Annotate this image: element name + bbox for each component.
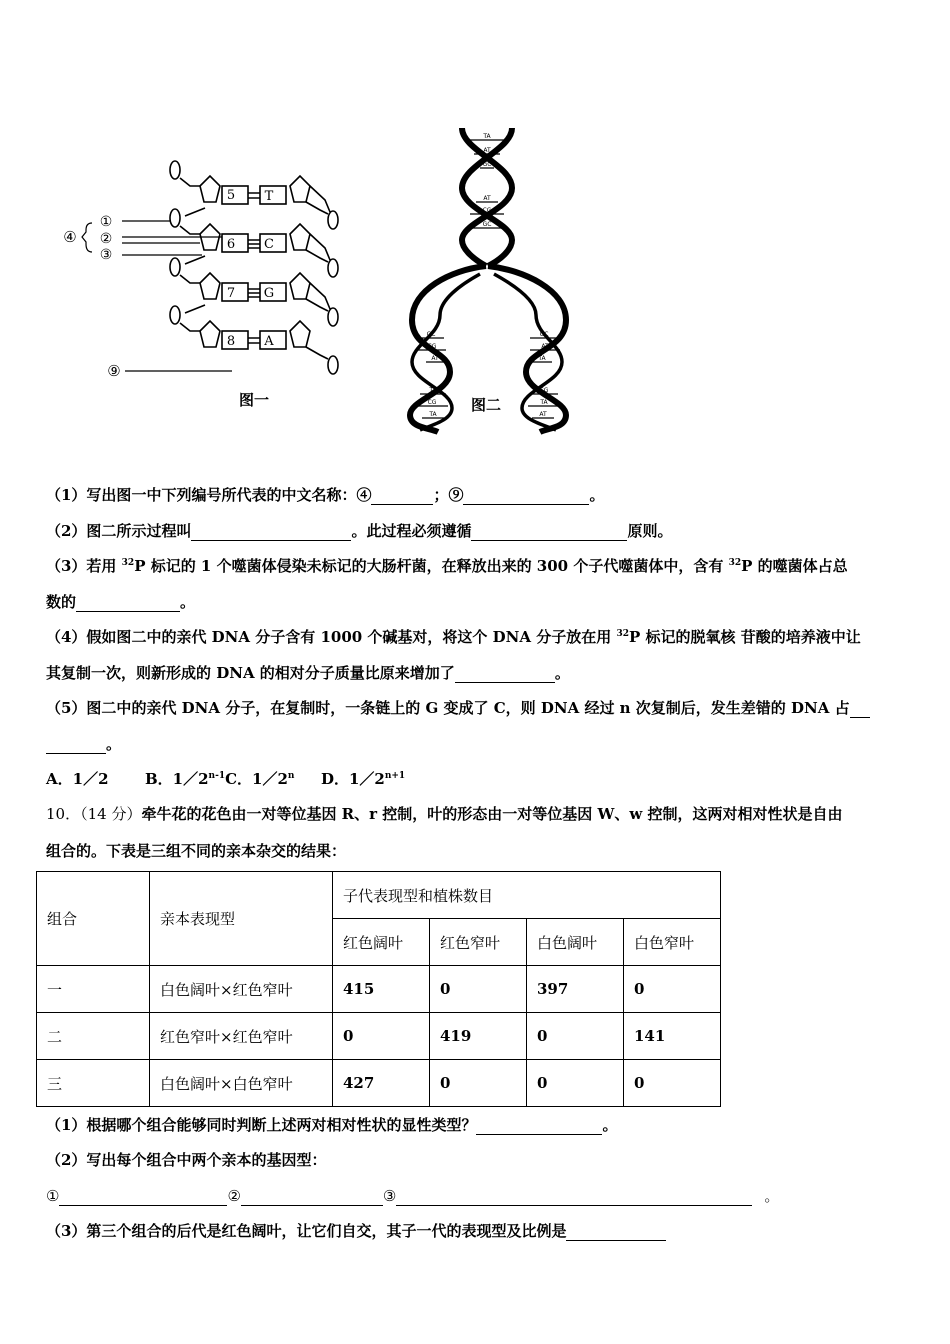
row-value: 419 <box>430 1013 527 1060</box>
row-parent: 白色阔叶×白色窄叶 <box>150 1060 333 1107</box>
fig2-pair-right-5: TA <box>540 399 548 406</box>
row-parent: 白色阔叶×红色窄叶 <box>150 966 333 1013</box>
row-group: 二 <box>37 1013 150 1060</box>
fig1-base-right-3: G <box>263 286 275 301</box>
fig2-pair-right-2: AT <box>541 343 549 350</box>
answer-mark-1: ① <box>46 1187 60 1205</box>
fig2-pair-left-6: TA <box>429 411 437 418</box>
fig2-pair-left-3: AT <box>431 355 439 362</box>
figures-area <box>0 110 950 450</box>
q9-p5-blank[interactable] <box>46 737 106 754</box>
fig1-label-9: ⑨ <box>107 362 121 380</box>
row-value: 397 <box>527 966 624 1013</box>
fig1-base-right-1: T <box>264 189 274 204</box>
dna-figures <box>0 110 950 450</box>
q10-score: （14 分） <box>80 805 142 823</box>
th-sub-white-narrow: 白色窄叶 <box>624 919 721 966</box>
option-d[interactable]: D．$1/2^{n+1}$ <box>320 770 406 788</box>
fig2-pair-top-6: GC <box>482 221 492 228</box>
figure-2-caption: 图二 <box>470 396 502 414</box>
q10-p2-blank-1[interactable] <box>59 1189 227 1206</box>
fig2-pair-right-4: CG <box>539 387 549 394</box>
q9-p4-blank[interactable] <box>455 666 555 683</box>
figure-1-caption: 图一 <box>238 391 270 409</box>
q9-p3-blank[interactable] <box>76 595 180 612</box>
q10-number: 10． <box>46 805 81 823</box>
q10-p3-blank[interactable] <box>566 1224 666 1241</box>
q10-intro: 10．（14 分）牵牛花的花色由一对等位基因 R、r 控制，叶的形态由一对等位基因 W、w 控制，这两对相对性状是自由 <box>46 805 843 823</box>
q9-p2-blank-principle[interactable] <box>471 524 627 541</box>
row-value: 0 <box>333 1013 430 1060</box>
fig2-pair-top-5: CG <box>482 207 492 214</box>
row-value: 0 <box>624 966 721 1013</box>
row-value: 0 <box>527 1060 624 1107</box>
row-group: 三 <box>37 1060 150 1107</box>
fig1-base-left-1: 5 <box>226 188 236 203</box>
figure-1-dna-structure <box>82 161 338 374</box>
q9-p5-blank-start[interactable] <box>850 701 870 718</box>
q9-part5: （5）图二中的亲代 DNA 分子，在复制时，一条链上的 G 变成了 C，则 DNA 经过 n 次复制后，发生差错的 DNA 占 <box>46 698 910 718</box>
row-parent: 红色窄叶×红色窄叶 <box>150 1013 333 1060</box>
fig1-base-left-4: 8 <box>226 334 236 349</box>
table-row <box>37 1013 721 1060</box>
fig2-pair-left-5: CG <box>427 399 437 406</box>
row-value: 0 <box>430 966 527 1013</box>
fig2-pair-left-2: CG <box>427 343 437 350</box>
row-value: 0 <box>430 1060 527 1107</box>
q9-part1: （1）写出图一中下列编号所代表的中文名称：④ ；⑨ 。 <box>46 486 605 504</box>
row-value: 0 <box>624 1060 721 1107</box>
fig2-pair-top-2: AT <box>483 147 491 154</box>
fig2-pair-right-1: GC <box>539 331 549 338</box>
q9-part4-cont: 其复制一次，则新形成的 DNA 的相对分子质量比原来增加了 。 <box>46 664 570 682</box>
th-group: 组合 <box>37 872 150 966</box>
option-b[interactable]: B．1／2$^{n-1}$ <box>144 770 226 788</box>
fig1-label-1: ① <box>99 214 113 230</box>
q9-p1-blank-9[interactable] <box>463 488 589 505</box>
row-group: 一 <box>37 966 150 1013</box>
q10-part2-answers: ① ② ③ 。 <box>46 1187 780 1205</box>
fig2-pair-top-1: TA <box>483 133 491 140</box>
fig1-label-2: ② <box>99 231 113 247</box>
fig2-pair-top-3: GC <box>482 161 492 168</box>
q9-part2: （2）图二所示过程叫 。此过程必须遵循 原则。 <box>46 522 673 540</box>
q10-p2-blank-3[interactable] <box>396 1189 752 1206</box>
th-offspring: 子代表现型和植株数目 <box>333 872 721 919</box>
fig1-base-right-4: A <box>264 334 274 349</box>
q10-p1-blank[interactable] <box>476 1118 602 1135</box>
th-sub-red-broad: 红色阔叶 <box>333 919 430 966</box>
q9-options <box>46 769 910 789</box>
q9-part3-cont: 数的 。 <box>46 593 196 611</box>
q9-part3: （3）若用 $^{32}$P 标记的 1 个噬菌体侵染未标记的大肠杆菌，在释放出来的 300 个子代噬菌体中，含有 $^{32}$P 的噬菌体占总 <box>46 557 848 575</box>
q9-part4: （4）假如图二中的亲代 DNA 分子含有 1000 个碱基对，将这个 DNA 分子放在用 $^{32}$P 标记的脱氧核 苷酸的培养液中让 <box>46 628 861 646</box>
answer-mark-2: ② <box>227 1187 241 1205</box>
fig2-pair-top-4: AT <box>483 195 491 202</box>
option-c[interactable]: C．1／2$^n$ <box>225 770 295 788</box>
th-sub-red-narrow: 红色窄叶 <box>430 919 527 966</box>
row-value: 0 <box>527 1013 624 1060</box>
th-sub-white-broad: 白色阔叶 <box>527 919 624 966</box>
cross-results-table <box>36 871 721 1107</box>
q10-p2-blank-2[interactable] <box>241 1189 383 1206</box>
q10-intro-cont: 组合的。下表是三组不同的亲本杂交的结果： <box>46 842 347 860</box>
fig1-base-right-2: C <box>264 237 274 252</box>
q9-part5-cont: 。 <box>46 734 910 754</box>
q10-part2: （2）写出每个组合中两个亲本的基因型： <box>46 1151 327 1169</box>
table-row <box>37 966 721 1013</box>
q10-part1: （1）根据哪个组合能够同时判断上述两对相对性状的显性类型？ 。 <box>46 1116 618 1134</box>
fig2-pair-left-4: TA <box>429 387 437 394</box>
th-parent: 亲本表现型 <box>150 872 333 966</box>
q9-p1-blank-4[interactable] <box>371 488 433 505</box>
fig1-label-3: ③ <box>99 247 113 263</box>
row-value: 141 <box>624 1013 721 1060</box>
q10-part3: （3）第三个组合的后代是红色阔叶，让它们自交，其子一代的表现型及比例是 <box>46 1221 910 1241</box>
option-a[interactable]: A．1／2 <box>46 770 109 788</box>
row-value: 427 <box>333 1060 430 1107</box>
table-row <box>37 1060 721 1107</box>
fig1-base-left-2: 6 <box>226 237 236 252</box>
q9-p2-blank-process[interactable] <box>191 524 351 541</box>
row-value: 415 <box>333 966 430 1013</box>
fig1-base-left-3: 7 <box>226 286 236 301</box>
fig2-pair-left-1: GC <box>426 331 436 338</box>
fig2-pair-right-3: TA <box>538 355 546 362</box>
fig2-pair-right-6: AT <box>539 411 547 418</box>
fig1-label-4: ④ <box>63 228 77 246</box>
answer-mark-3: ③ <box>382 1187 397 1205</box>
